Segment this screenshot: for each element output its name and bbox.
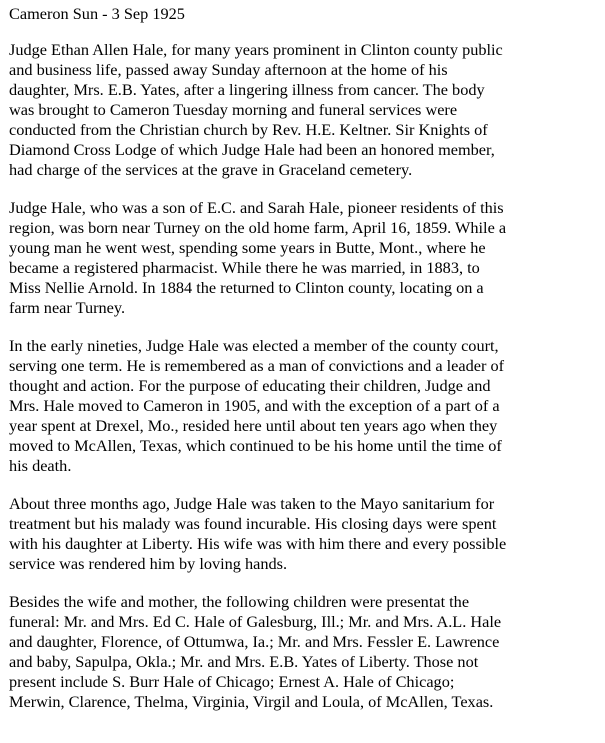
paragraph-line: moved to McAllen, Texas, which continued to be his home until the time of: [9, 436, 502, 455]
paragraph-illness: [9, 494, 599, 574]
paragraph-line: and baby, Sapulpa, Okla.; Mr. and Mrs. E.B. Yates of Liberty. Those not: [9, 652, 479, 671]
paragraph-line: Merwin, Clarence, Thelma, Virginia, Virgil and Loula, of McAllen, Texas.: [9, 692, 494, 711]
paragraph-line: Diamond Cross Lodge of which Judge Hale had been an honored member,: [9, 140, 495, 159]
paragraph-line: his death.: [9, 456, 72, 475]
article: [9, 4, 599, 730]
paragraph-line: farm near Turney.: [9, 298, 126, 317]
paragraph-line: conducted from the Christian church by Rev. H.E. Keltner. Sir Knights of: [9, 120, 488, 139]
paragraph-line: young man he went west, spending some years in Butte, Mont., where he: [9, 238, 486, 257]
paragraph-line: thought and action. For the purpose of educating their children, Judge and: [9, 376, 491, 395]
paragraph-line: region, was born near Turney on the old home farm, April 16, 1859. While a: [9, 218, 507, 237]
paragraph-line: year spent at Drexel, Mo., resided here until about ten years ago when they: [9, 416, 498, 435]
paragraph-line: present include S. Burr Hale of Chicago; Ernest A. Hale of Chicago;: [9, 672, 455, 691]
paragraph-line: and business life, passed away Sunday afternoon at the home of his: [9, 60, 448, 79]
paragraph-line: Besides the wife and mother, the following children were presentat the: [9, 592, 470, 611]
paragraph-early-life: [9, 198, 599, 318]
paragraph-line: treatment but his malady was found incurable. His closing days were spent: [9, 514, 497, 533]
paragraph-line: had charge of the services at the grave in Graceland cemetery.: [9, 160, 413, 179]
article-title: Cameron Sun - 3 Sep 1925: [9, 4, 185, 23]
paragraph-line: Mrs. Hale moved to Cameron in 1905, and with the exception of a part of a: [9, 396, 500, 415]
paragraph-line: became a registered pharmacist. While there he was married, in 1883, to: [9, 258, 480, 277]
paragraph-line: and daughter, Florence, of Ottumwa, Ia.; Mr. and Mrs. Fessler E. Lawrence: [9, 632, 500, 651]
paragraph-public-service: [9, 336, 599, 476]
paragraph-obituary: [9, 40, 599, 180]
paragraph-line: was brought to Cameron Tuesday morning and funeral services were: [9, 100, 458, 119]
paragraph-line: Judge Hale, who was a son of E.C. and Sarah Hale, pioneer residents of this: [9, 198, 504, 217]
paragraph-line: with his daughter at Liberty. His wife was with him there and every possible: [9, 534, 507, 553]
paragraph-line: service was rendered him by loving hands.: [9, 554, 288, 573]
paragraph-line: About three months ago, Judge Hale was taken to the Mayo sanitarium for: [9, 494, 495, 513]
paragraph-line: daughter, Mrs. E.B. Yates, after a lingering illness from cancer. The body: [9, 80, 485, 99]
paragraph-line: Judge Ethan Allen Hale, for many years prominent in Clinton county public: [9, 40, 503, 59]
paragraph-line: funeral: Mr. and Mrs. Ed C. Hale of Galesburg, Ill.; Mr. and Mrs. A.L. Hale: [9, 612, 502, 631]
paragraph-line: serving one term. He is remembered as a man of convictions and a leader of: [9, 356, 505, 375]
paragraph-line: Miss Nellie Arnold. In 1884 the returned to Clinton county, locating on a: [9, 278, 484, 297]
paragraph-line: In the early nineties, Judge Hale was elected a member of the county court,: [9, 336, 499, 355]
paragraph-survivors: [9, 592, 599, 712]
